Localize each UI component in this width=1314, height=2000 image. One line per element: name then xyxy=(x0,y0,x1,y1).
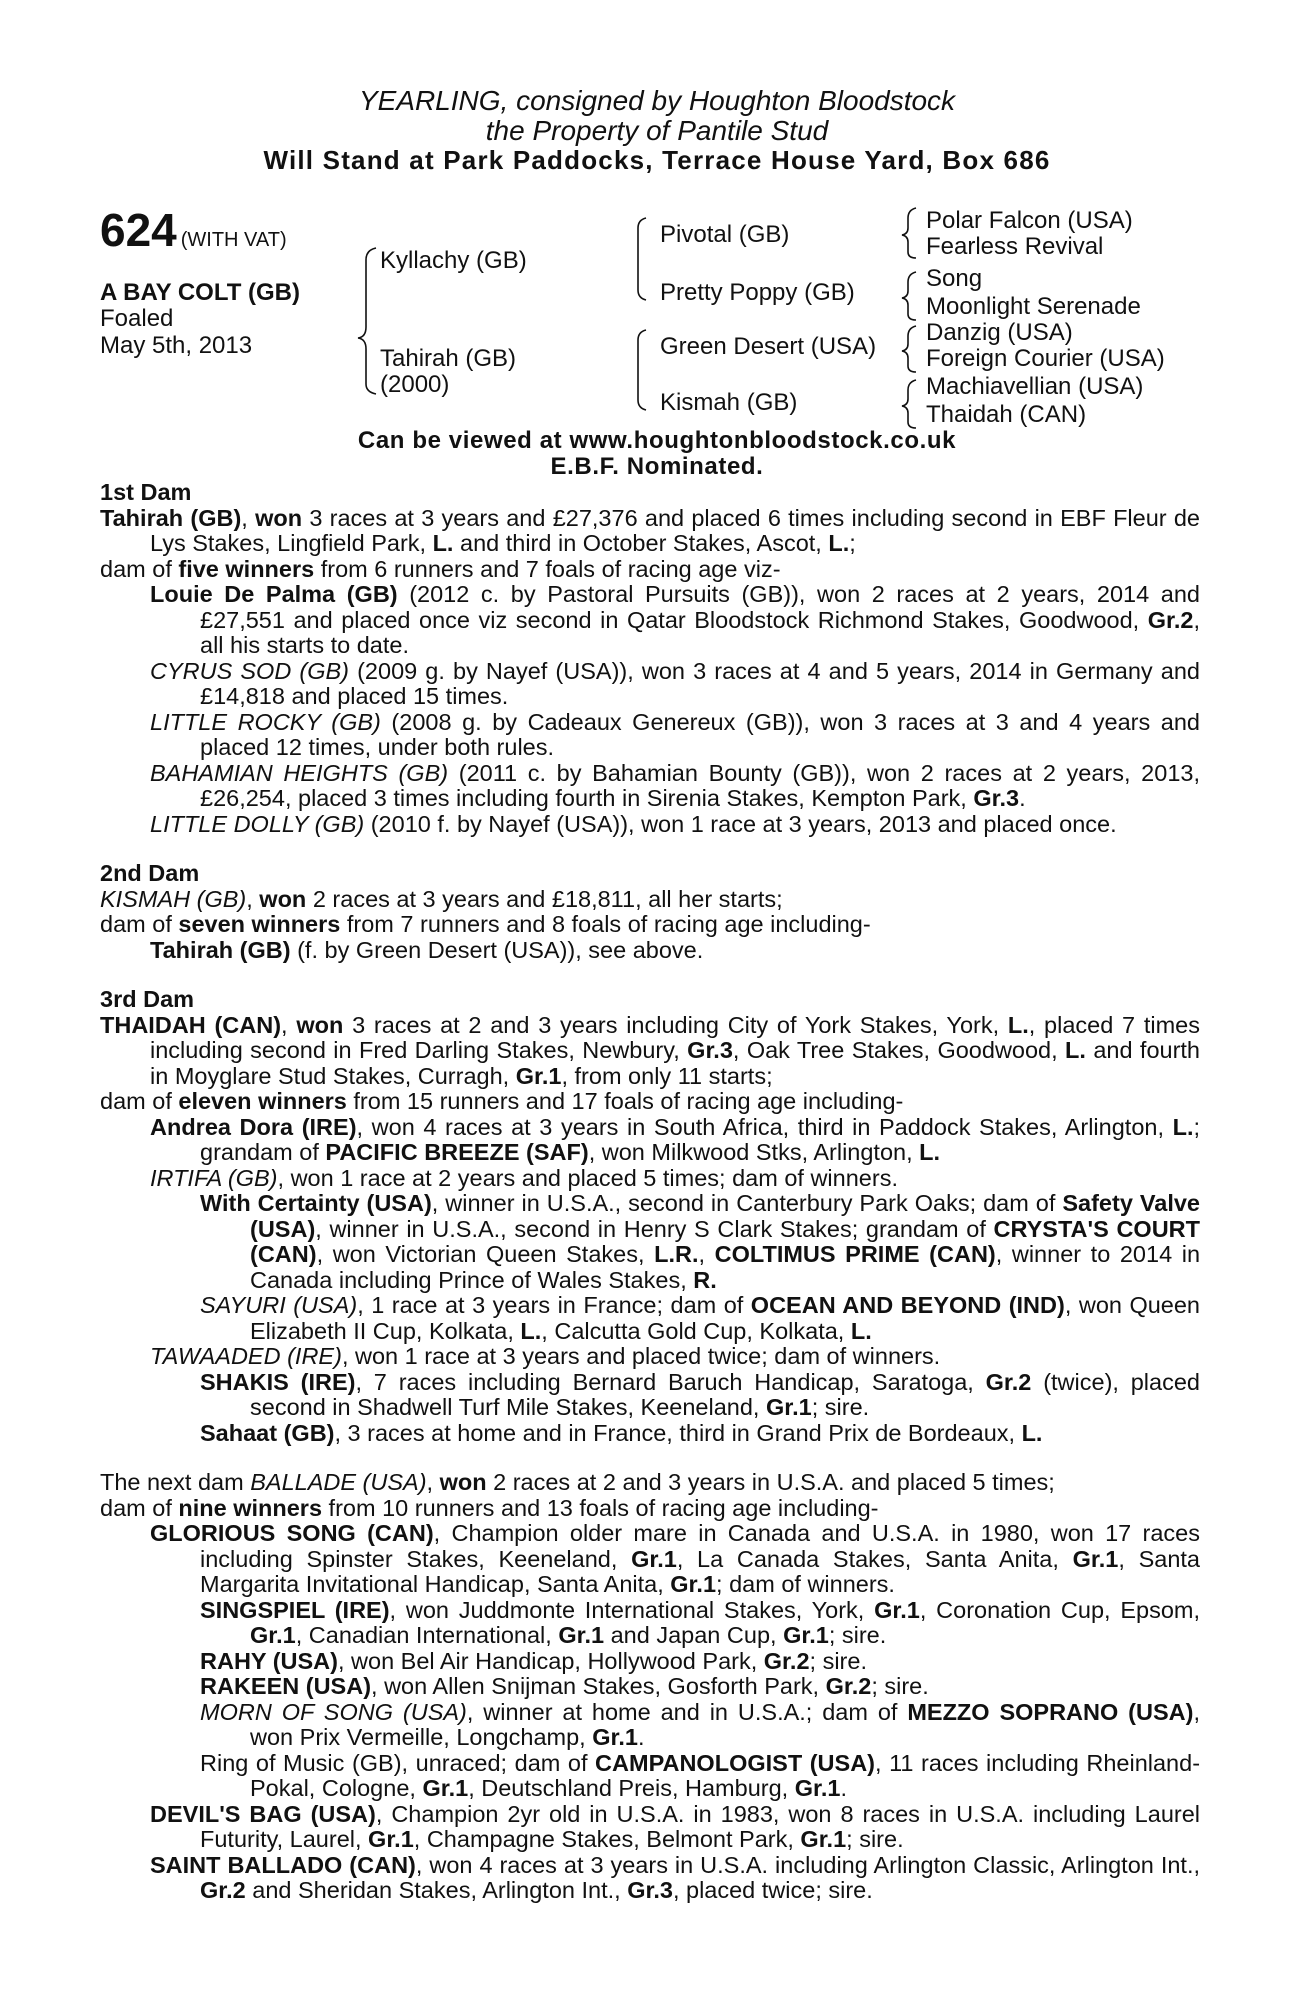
third-dam-entry: THAIDAH (CAN), won 3 races at 2 and 3 years including City of York Stakes, York, L., placed 7 times including second in Fred Darling Stakes, Newbury, Gr.3, Oak Tree Stakes, Goodwood, L. and fourth in Moyglare Stud Stakes, Curragh, Gr.1, from only 11 starts; xyxy=(100,1011,1201,1089)
catalogue-body xyxy=(100,480,1200,1904)
pedigree-sds: Song xyxy=(926,265,983,292)
pedigree-dam-sire: Green Desert (USA) xyxy=(660,333,877,360)
pedigree-sire: Kyllachy (GB) xyxy=(380,247,527,274)
second-dam-heading: 2nd Dam xyxy=(100,860,200,886)
lot-number: 624 xyxy=(100,204,177,256)
pedigree-dss: Danzig (USA) xyxy=(926,319,1073,346)
produce-rahy: RAHY (USA), won Bel Air Handicap, Hollywood Park, Gr.2; sire. xyxy=(200,1647,867,1674)
produce-irtifa: IRTIFA (GB), won 1 race at 2 years and placed 5 times; dam of winners. xyxy=(150,1164,898,1191)
next-dam-produce-summary: dam of nine winners from 10 runners and 13 foals of racing age including- xyxy=(100,1494,879,1521)
produce-ring-of-music: Ring of Music (GB), unraced; dam of CAMPANOLOGIST (USA), 11 races including Rheinland-Pokal, Cologne, Gr.1, Deutschland Preis, Hamburg, Gr.1. xyxy=(200,1749,1201,1801)
produce-tahirah: Tahirah (GB) (f. by Green Desert (USA)), see above. xyxy=(150,936,704,963)
second-dam-entry: KISMAH (GB), won 2 races at 3 years and £18,811, all her starts; xyxy=(100,885,783,912)
pedigree-sire-sire: Pivotal (GB) xyxy=(660,221,790,248)
produce-glorious-song: GLORIOUS SONG (CAN), Champion older mare in Canada and U.S.A. in 1980, won 17 races including Spinster Stakes, Keeneland, Gr.1, La Canada Stakes, Santa Anita, Gr.1, Santa Margarita Invitational Handicap, Santa Anita, Gr.1; dam of winners. xyxy=(150,1520,1200,1597)
pedigree-dam-dam: Kismah (GB) xyxy=(660,389,798,416)
ebf-nomination: E.B.F. Nominated. xyxy=(550,453,764,480)
produce-devils-bag: DEVIL'S BAG (USA), Champion 2yr old in U.S.A. in 1983, won 8 races in U.S.A. including Laurel Futurity, Laurel, Gr.1, Champagne Stakes, Belmont Park, Gr.1; sire. xyxy=(150,1800,1201,1852)
produce-morn-of-song: MORN OF SONG (USA), winner at home and in U.S.A.; dam of MEZZO SOPRANO (USA), won Prix Vermeille, Longchamp, Gr.1. xyxy=(200,1698,1200,1750)
produce-rakeen: RAKEEN (USA), won Allen Snijman Stakes, Gosforth Park, Gr.2; sire. xyxy=(200,1673,929,1699)
produce-shakis: SHAKIS (IRE), 7 races including Bernard Baruch Handicap, Saratoga, Gr.2 (twice), placed second in Shadwell Turf Mile Stakes, Keeneland, Gr.1; sire. xyxy=(200,1368,1200,1420)
pedigree-sire-dam: Pretty Poppy (GB) xyxy=(660,279,855,306)
vat-note: (WITH VAT) xyxy=(180,229,287,251)
produce-little-rocky: LITTLE ROCKY (GB) (2008 g. by Cadeaux Genereux (GB)), won 3 races at 3 and 4 years and placed 12 times, under both rules. xyxy=(150,708,1200,760)
viewing-link: Can be viewed at www.houghtonbloodstock.co.uk xyxy=(357,427,957,454)
produce-little-dolly: LITTLE DOLLY (GB) (2010 f. by Nayef (USA)), won 1 race at 3 years, 2013 and placed once. xyxy=(150,810,1117,837)
pedigree-dds: Machiavellian (USA) xyxy=(926,373,1144,400)
produce-andrea-dora: Andrea Dora (IRE), won 4 races at 3 years in South Africa, third in Paddock Stakes, Arlington, L.; grandam of PACIFIC BREEZE (SAF), won Milkwood Stks, Arlington, L. xyxy=(150,1113,1201,1165)
pedigree-dam-year: (2000) xyxy=(380,371,450,398)
produce-sayuri: SAYURI (USA), 1 race at 3 years in France; dam of OCEAN AND BEYOND (IND), won Queen Elizabeth II Cup, Kolkata, L., Calcutta Gold Cup, Kolkata, L. xyxy=(200,1292,1200,1344)
produce-with-certainty: With Certainty (USA), winner in U.S.A., second in Canterbury Park Oaks; dam of Safety Valve (USA), winner in U.S.A., second in Henry S Clark Stakes; grandam of CRYSTA'S COURT (CAN), won Victorian Queen Stakes, L.R., COLTIMUS PRIME (CAN), winner to 2014 in Canada including Prince of Wales Stakes, R. xyxy=(200,1190,1201,1293)
foaled-date: May 5th, 2013 xyxy=(100,332,253,359)
foaled-label: Foaled xyxy=(100,305,174,332)
pedigree-sss: Polar Falcon (USA) xyxy=(926,207,1133,234)
pedigree-ddd: Thaidah (CAN) xyxy=(926,401,1087,428)
first-dam-entry: Tahirah (GB), won 3 races at 3 years and £27,376 and placed 6 times including second in EBF Fleur de Lys Stakes, Lingfield Park, L. and third in October Stakes, Ascot, L.; xyxy=(100,504,1200,556)
first-dam-heading: 1st Dam xyxy=(100,479,192,505)
second-dam-produce-summary: dam of seven winners from 7 runners and 8 foals of racing age including- xyxy=(100,911,871,937)
next-dam-entry: The next dam BALLADE (USA), won 2 races at 2 and 3 years in U.S.A. and placed 5 times; xyxy=(100,1469,1055,1495)
produce-bahamian-heights: BAHAMIAN HEIGHTS (GB) (2011 c. by Bahamian Bounty (GB)), won 2 races at 2 years, 2013, £26,254, placed 3 times including fourth in Sirenia Stakes, Kempton Park, Gr.3. xyxy=(150,759,1200,811)
pedigree-dsd: Foreign Courier (USA) xyxy=(926,345,1165,372)
produce-cyrus-sod: CYRUS SOD (GB) (2009 g. by Nayef (USA)), won 3 races at 4 and 5 years, 2014 in Germany and £14,818 and placed 15 times. xyxy=(150,657,1200,709)
third-dam-heading: 3rd Dam xyxy=(100,986,195,1012)
property-line: the Property of Pantile Stud xyxy=(485,115,829,146)
pedigree-ssd: Fearless Revival xyxy=(926,233,1104,260)
produce-louie-de-palma: Louie De Palma (GB) (2012 c. by Pastoral Pursuits (GB)), won 2 races at 2 years, 2014 and £27,551 and placed once viz second in Qatar Bloodstock Richmond Stakes, Goodwood, Gr.2, all his starts to date. xyxy=(150,581,1200,658)
consignor-line: YEARLING, consigned by Houghton Bloodstock xyxy=(358,85,956,116)
pedigree-sdd: Moonlight Serenade xyxy=(926,293,1141,320)
produce-singspiel: SINGSPIEL (IRE), won Juddmonte International Stakes, York, Gr.1, Coronation Cup, Epsom, Gr.1, Canadian International, Gr.1 and Japan Cup, Gr.1; sire. xyxy=(200,1596,1200,1648)
stabling-line: Will Stand at Park Paddocks, Terrace House Yard, Box 686 xyxy=(263,145,1051,175)
produce-saint-ballado: SAINT BALLADO (CAN), won 4 races at 3 years in U.S.A. including Arlington Classic, Arlington Int., Gr.2 and Sheridan Stakes, Arlington Int., Gr.3, placed twice; sire. xyxy=(150,1851,1201,1903)
pedigree-dam: Tahirah (GB) xyxy=(380,345,517,372)
first-dam-produce-summary: dam of five winners from 6 runners and 7 foals of racing age viz- xyxy=(100,555,781,582)
produce-tawaaded: TAWAADED (IRE), won 1 race at 3 years and placed twice; dam of winners. xyxy=(150,1343,941,1369)
lot-name: A BAY COLT (GB) xyxy=(100,279,301,306)
third-dam-produce-summary: dam of eleven winners from 15 runners and 17 foals of racing age including- xyxy=(100,1088,904,1114)
produce-sahaat: Sahaat (GB), 3 races at home and in France, third in Grand Prix de Bordeaux, L. xyxy=(200,1419,1043,1446)
